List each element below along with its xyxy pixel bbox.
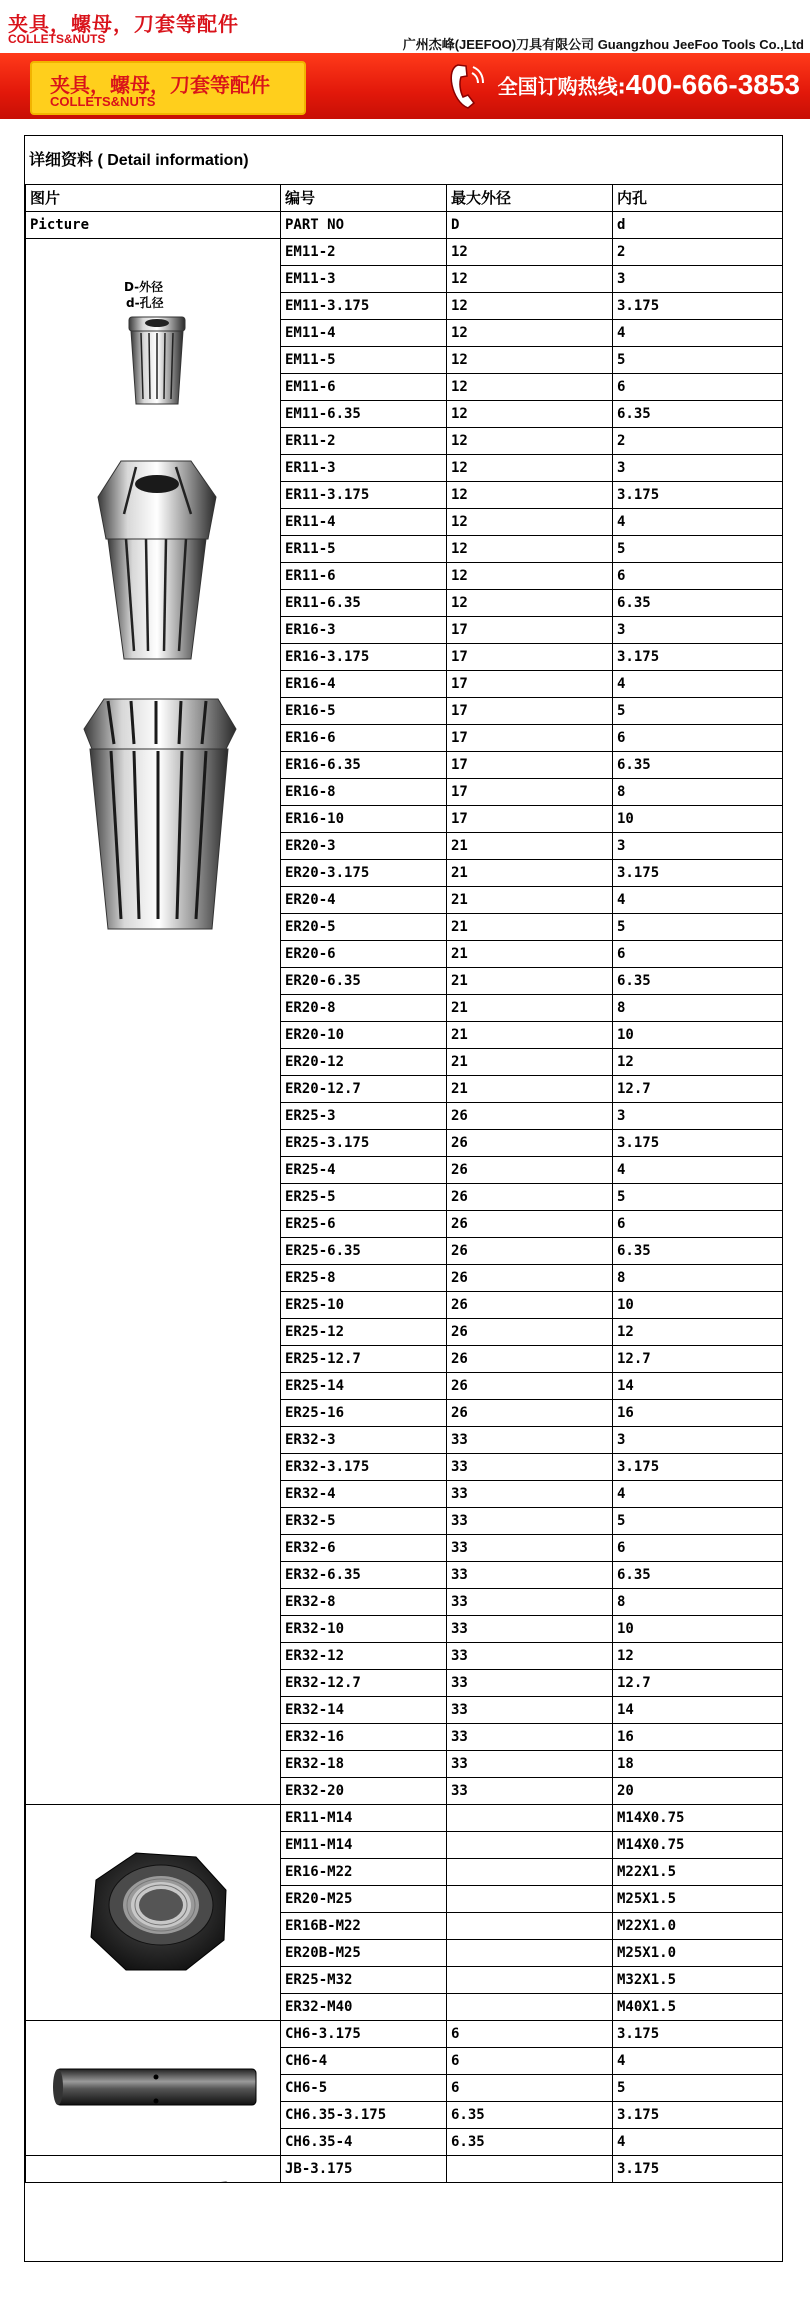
- hotline-label: 全国订购热线:: [497, 74, 626, 99]
- outer-diameter-cell: [447, 1994, 613, 2021]
- bore-cell: 4: [613, 2129, 783, 2156]
- part-no-cell: ER11-3: [281, 455, 447, 482]
- bore-cell: 10: [613, 1616, 783, 1643]
- bore-cell: 6.35: [613, 752, 783, 779]
- banner-brand-cn: 夹具，螺母，刀套等配件: [50, 73, 270, 97]
- part-no-cell: ER11-4: [281, 509, 447, 536]
- outer-diameter-cell: 26: [447, 1265, 613, 1292]
- part-no-cell: ER32-8: [281, 1589, 447, 1616]
- part-no-cell: ER20-M25: [281, 1886, 447, 1913]
- bore-cell: 10: [613, 1022, 783, 1049]
- outer-diameter-cell: 12: [447, 374, 613, 401]
- detail-sheet: [24, 135, 783, 2262]
- part-no-cell: ER20-6.35: [281, 968, 447, 995]
- part-no-cell: ER25-16: [281, 1400, 447, 1427]
- outer-diameter-cell: [447, 1832, 613, 1859]
- bore-cell: 6: [613, 1211, 783, 1238]
- part-no-cell: ER11-3.175: [281, 482, 447, 509]
- large-collet: [84, 699, 236, 929]
- picture-cell: [26, 2156, 281, 2183]
- header-od-en: D: [447, 212, 613, 239]
- part-no-cell: ER16-5: [281, 698, 447, 725]
- diagram-label-bore: d-孔径: [126, 296, 164, 310]
- outer-diameter-cell: 26: [447, 1238, 613, 1265]
- outer-diameter-cell: [447, 1913, 613, 1940]
- outer-diameter-cell: [447, 1940, 613, 1967]
- part-no-cell: ER32-16: [281, 1724, 447, 1751]
- outer-diameter-cell: 12: [447, 239, 613, 266]
- part-no-cell: ER16-6.35: [281, 752, 447, 779]
- part-no-cell: ER25-5: [281, 1184, 447, 1211]
- banner-brand-en: COLLETS&NUTS: [50, 94, 156, 109]
- part-no-cell: ER25-8: [281, 1265, 447, 1292]
- part-no-cell: ER16-3: [281, 617, 447, 644]
- part-no-cell: ER11-5: [281, 536, 447, 563]
- part-no-cell: ER11-6.35: [281, 590, 447, 617]
- bore-cell: 20: [613, 1778, 783, 1805]
- nut-image: [26, 1805, 281, 2019]
- part-no-cell: ER16-3.175: [281, 644, 447, 671]
- bore-cell: 4: [613, 1157, 783, 1184]
- picture-cell: [26, 239, 281, 1805]
- part-no-cell: CH6-3.175: [281, 2021, 447, 2048]
- outer-diameter-cell: 21: [447, 1049, 613, 1076]
- bore-cell: 3: [613, 1103, 783, 1130]
- outer-diameter-cell: 21: [447, 914, 613, 941]
- part-no-cell: ER25-3: [281, 1103, 447, 1130]
- outer-diameter-cell: 21: [447, 833, 613, 860]
- bore-cell: M22X1.0: [613, 1913, 783, 1940]
- bore-cell: 14: [613, 1373, 783, 1400]
- bore-cell: 2: [613, 239, 783, 266]
- outer-diameter-cell: 17: [447, 779, 613, 806]
- bore-cell: 3.175: [613, 2102, 783, 2129]
- outer-diameter-cell: 33: [447, 1454, 613, 1481]
- outer-diameter-cell: 17: [447, 806, 613, 833]
- outer-diameter-cell: 17: [447, 752, 613, 779]
- bore-cell: 5: [613, 1184, 783, 1211]
- bore-cell: 6: [613, 725, 783, 752]
- part-no-cell: ER20-3.175: [281, 860, 447, 887]
- bore-cell: 6.35: [613, 968, 783, 995]
- bore-cell: 5: [613, 536, 783, 563]
- bore-cell: 4: [613, 320, 783, 347]
- outer-diameter-cell: 26: [447, 1157, 613, 1184]
- picture-cell: [26, 2021, 281, 2156]
- bore-cell: 5: [613, 2075, 783, 2102]
- part-no-cell: ER25-12.7: [281, 1346, 447, 1373]
- outer-diameter-cell: [447, 1967, 613, 1994]
- outer-diameter-cell: 33: [447, 1589, 613, 1616]
- header-picture-en: Picture: [26, 212, 281, 239]
- outer-diameter-cell: [447, 1859, 613, 1886]
- bore-cell: 14: [613, 1697, 783, 1724]
- part-no-cell: EM11-5: [281, 347, 447, 374]
- bore-cell: 3.175: [613, 482, 783, 509]
- part-no-cell: ER25-14: [281, 1373, 447, 1400]
- small-collet: [129, 317, 185, 404]
- bore-cell: 5: [613, 1508, 783, 1535]
- bore-cell: M14X0.75: [613, 1805, 783, 1832]
- outer-diameter-cell: [447, 1805, 613, 1832]
- header-bore-cn: 内孔: [613, 185, 783, 212]
- part-no-cell: ER32-3.175: [281, 1454, 447, 1481]
- medium-collet: [98, 461, 216, 659]
- part-no-cell: EM11-2: [281, 239, 447, 266]
- header-row-en: [26, 212, 783, 239]
- bore-cell: 16: [613, 1724, 783, 1751]
- bore-cell: 3: [613, 1427, 783, 1454]
- part-no-cell: ER32-12: [281, 1643, 447, 1670]
- table-row: [26, 2156, 783, 2183]
- bore-cell: 3.175: [613, 1454, 783, 1481]
- bore-cell: 3.175: [613, 293, 783, 320]
- bore-cell: 6: [613, 1535, 783, 1562]
- bore-cell: 3: [613, 455, 783, 482]
- bore-cell: 12: [613, 1643, 783, 1670]
- bore-cell: 6: [613, 563, 783, 590]
- part-no-cell: ER32-4: [281, 1481, 447, 1508]
- outer-diameter-cell: 33: [447, 1535, 613, 1562]
- table-row: [26, 1805, 783, 1832]
- bore-cell: 3.175: [613, 2156, 783, 2183]
- part-no-cell: ER20-8: [281, 995, 447, 1022]
- part-no-cell: ER11-6: [281, 563, 447, 590]
- bore-cell: 6.35: [613, 1562, 783, 1589]
- spec-table: [25, 184, 783, 2183]
- bore-cell: M25X1.0: [613, 1940, 783, 1967]
- bore-cell: 6: [613, 374, 783, 401]
- bore-cell: 3.175: [613, 860, 783, 887]
- part-no-cell: ER11-M14: [281, 1805, 447, 1832]
- section-title: 详细资料 ( Detail information): [29, 152, 249, 169]
- part-no-cell: CH6-4: [281, 2048, 447, 2075]
- part-no-cell: EM11-M14: [281, 1832, 447, 1859]
- top-header: [0, 0, 810, 52]
- outer-diameter-cell: 17: [447, 698, 613, 725]
- part-no-cell: ER20-3: [281, 833, 447, 860]
- outer-diameter-cell: 17: [447, 644, 613, 671]
- part-no-cell: CH6.35-3.175: [281, 2102, 447, 2129]
- collet-image: [26, 239, 281, 1805]
- bore-cell: 3: [613, 266, 783, 293]
- outer-diameter-cell: 12: [447, 482, 613, 509]
- part-no-cell: EM11-4: [281, 320, 447, 347]
- outer-diameter-cell: 6.35: [447, 2129, 613, 2156]
- outer-diameter-cell: 17: [447, 671, 613, 698]
- outer-diameter-cell: 33: [447, 1643, 613, 1670]
- part-no-cell: ER16-6: [281, 725, 447, 752]
- header-picture-cn: 图片: [26, 185, 281, 212]
- part-no-cell: ER32-6: [281, 1535, 447, 1562]
- outer-diameter-cell: 6.35: [447, 2102, 613, 2129]
- outer-diameter-cell: 12: [447, 293, 613, 320]
- bore-cell: 3.175: [613, 1130, 783, 1157]
- part-no-cell: ER25-4: [281, 1157, 447, 1184]
- outer-diameter-cell: 12: [447, 428, 613, 455]
- diagram-label-od: D-外径: [124, 280, 164, 294]
- bore-cell: 10: [613, 806, 783, 833]
- outer-diameter-cell: 21: [447, 995, 613, 1022]
- outer-diameter-cell: [447, 2156, 613, 2183]
- bore-cell: 4: [613, 2048, 783, 2075]
- brand-en: COLLETS&NUTS: [8, 32, 106, 46]
- part-no-cell: ER25-3.175: [281, 1130, 447, 1157]
- bore-cell: 4: [613, 1481, 783, 1508]
- part-no-cell: CH6-5: [281, 2075, 447, 2102]
- outer-diameter-cell: 12: [447, 455, 613, 482]
- part-no-cell: ER32-M40: [281, 1994, 447, 2021]
- outer-diameter-cell: [447, 1886, 613, 1913]
- part-no-cell: ER32-3: [281, 1427, 447, 1454]
- part-no-cell: ER32-6.35: [281, 1562, 447, 1589]
- header-partno-en: PART NO: [281, 212, 447, 239]
- part-no-cell: EM11-6.35: [281, 401, 447, 428]
- part-no-cell: ER20-5: [281, 914, 447, 941]
- bore-cell: M22X1.5: [613, 1859, 783, 1886]
- outer-diameter-cell: 12: [447, 320, 613, 347]
- header-partno-cn: 编号: [281, 185, 447, 212]
- part-no-cell: ER32-14: [281, 1697, 447, 1724]
- outer-diameter-cell: 33: [447, 1508, 613, 1535]
- part-no-cell: ER20-12.7: [281, 1076, 447, 1103]
- outer-diameter-cell: 26: [447, 1400, 613, 1427]
- outer-diameter-cell: 33: [447, 1616, 613, 1643]
- outer-diameter-cell: 26: [447, 1346, 613, 1373]
- outer-diameter-cell: 12: [447, 266, 613, 293]
- hotline: [498, 69, 800, 101]
- outer-diameter-cell: 26: [447, 1292, 613, 1319]
- part-no-cell: ER20-12: [281, 1049, 447, 1076]
- sleeve-image: [26, 2021, 281, 2156]
- outer-diameter-cell: 12: [447, 509, 613, 536]
- part-no-cell: ER11-2: [281, 428, 447, 455]
- phone-icon: [446, 61, 486, 111]
- bore-cell: 12.7: [613, 1670, 783, 1697]
- outer-diameter-cell: 21: [447, 860, 613, 887]
- bore-cell: 16: [613, 1400, 783, 1427]
- bore-cell: 5: [613, 914, 783, 941]
- bore-cell: 5: [613, 698, 783, 725]
- outer-diameter-cell: 12: [447, 590, 613, 617]
- company-name: 广州杰峰(JEEFOO)刀具有限公司 Guangzhou JeeFoo Tools Co.,Ltd: [402, 37, 804, 52]
- bore-cell: M32X1.5: [613, 1967, 783, 1994]
- outer-diameter-cell: 33: [447, 1724, 613, 1751]
- header-bore-en: d: [613, 212, 783, 239]
- part-no-cell: EM11-3.175: [281, 293, 447, 320]
- table-row: [26, 2021, 783, 2048]
- outer-diameter-cell: 33: [447, 1562, 613, 1589]
- outer-diameter-cell: 12: [447, 536, 613, 563]
- part-no-cell: ER32-5: [281, 1508, 447, 1535]
- bore-cell: 4: [613, 671, 783, 698]
- part-no-cell: ER25-6.35: [281, 1238, 447, 1265]
- bore-cell: 12: [613, 1319, 783, 1346]
- header-od-cn: 最大外径: [447, 185, 613, 212]
- bore-cell: 6: [613, 941, 783, 968]
- outer-diameter-cell: 26: [447, 1130, 613, 1157]
- outer-diameter-cell: 21: [447, 941, 613, 968]
- outer-diameter-cell: 12: [447, 347, 613, 374]
- bore-cell: 6.35: [613, 401, 783, 428]
- outer-diameter-cell: 26: [447, 1211, 613, 1238]
- outer-diameter-cell: 21: [447, 968, 613, 995]
- outer-diameter-cell: 33: [447, 1751, 613, 1778]
- part-no-cell: ER16-8: [281, 779, 447, 806]
- outer-diameter-cell: 33: [447, 1427, 613, 1454]
- bore-cell: 12.7: [613, 1076, 783, 1103]
- outer-diameter-cell: 6: [447, 2048, 613, 2075]
- part-no-cell: ER16-4: [281, 671, 447, 698]
- bore-cell: 8: [613, 995, 783, 1022]
- table-row: [26, 239, 783, 266]
- part-no-cell: ER20-10: [281, 1022, 447, 1049]
- outer-diameter-cell: 33: [447, 1481, 613, 1508]
- outer-diameter-cell: 12: [447, 563, 613, 590]
- outer-diameter-cell: 17: [447, 617, 613, 644]
- part-no-cell: ER20B-M25: [281, 1940, 447, 1967]
- banner: [0, 53, 810, 119]
- bore-cell: 18: [613, 1751, 783, 1778]
- bore-cell: 3: [613, 617, 783, 644]
- part-no-cell: ER32-10: [281, 1616, 447, 1643]
- part-no-cell: ER20-4: [281, 887, 447, 914]
- part-no-cell: EM11-6: [281, 374, 447, 401]
- bore-cell: 4: [613, 509, 783, 536]
- brand-cn: 夹具，螺母，刀套等配件: [8, 12, 239, 36]
- part-no-cell: ER16-10: [281, 806, 447, 833]
- outer-diameter-cell: 26: [447, 1319, 613, 1346]
- part-no-cell: ER20-6: [281, 941, 447, 968]
- bore-cell: M40X1.5: [613, 1994, 783, 2021]
- picture-cell: [26, 1805, 281, 2021]
- bore-cell: 3: [613, 833, 783, 860]
- bore-cell: 8: [613, 779, 783, 806]
- part-no-cell: ER25-10: [281, 1292, 447, 1319]
- outer-diameter-cell: 21: [447, 1076, 613, 1103]
- bore-cell: 3.175: [613, 2021, 783, 2048]
- part-no-cell: ER16B-M22: [281, 1913, 447, 1940]
- banner-brand-box: [30, 61, 306, 115]
- part-no-cell: ER25-6: [281, 1211, 447, 1238]
- bore-cell: 5: [613, 347, 783, 374]
- part-no-cell: ER16-M22: [281, 1859, 447, 1886]
- bore-cell: 8: [613, 1589, 783, 1616]
- bore-cell: 6.35: [613, 1238, 783, 1265]
- bore-cell: 10: [613, 1292, 783, 1319]
- outer-diameter-cell: 33: [447, 1778, 613, 1805]
- part-no-cell: ER25-M32: [281, 1967, 447, 1994]
- bore-cell: 2: [613, 428, 783, 455]
- part-no-cell: ER25-12: [281, 1319, 447, 1346]
- outer-diameter-cell: 26: [447, 1373, 613, 1400]
- part-no-cell: ER32-18: [281, 1751, 447, 1778]
- adapter-image: [26, 2156, 281, 2183]
- outer-diameter-cell: 21: [447, 1022, 613, 1049]
- outer-diameter-cell: 21: [447, 887, 613, 914]
- part-no-cell: ER32-12.7: [281, 1670, 447, 1697]
- outer-diameter-cell: 6: [447, 2021, 613, 2048]
- part-no-cell: ER32-20: [281, 1778, 447, 1805]
- bore-cell: M14X0.75: [613, 1832, 783, 1859]
- outer-diameter-cell: 33: [447, 1670, 613, 1697]
- bore-cell: 6.35: [613, 590, 783, 617]
- outer-diameter-cell: 26: [447, 1184, 613, 1211]
- bore-cell: 12: [613, 1049, 783, 1076]
- outer-diameter-cell: 26: [447, 1103, 613, 1130]
- bore-cell: 8: [613, 1265, 783, 1292]
- bore-cell: 12.7: [613, 1346, 783, 1373]
- bore-cell: 3.175: [613, 644, 783, 671]
- outer-diameter-cell: 12: [447, 401, 613, 428]
- part-no-cell: CH6.35-4: [281, 2129, 447, 2156]
- bore-cell: M25X1.5: [613, 1886, 783, 1913]
- outer-diameter-cell: 33: [447, 1697, 613, 1724]
- part-no-cell: EM11-3: [281, 266, 447, 293]
- header-row-cn: [26, 185, 783, 212]
- outer-diameter-cell: 6: [447, 2075, 613, 2102]
- hotline-number: 400-666-3853: [625, 69, 800, 100]
- outer-diameter-cell: 17: [447, 725, 613, 752]
- bore-cell: 4: [613, 887, 783, 914]
- part-no-cell: JB-3.175: [281, 2156, 447, 2183]
